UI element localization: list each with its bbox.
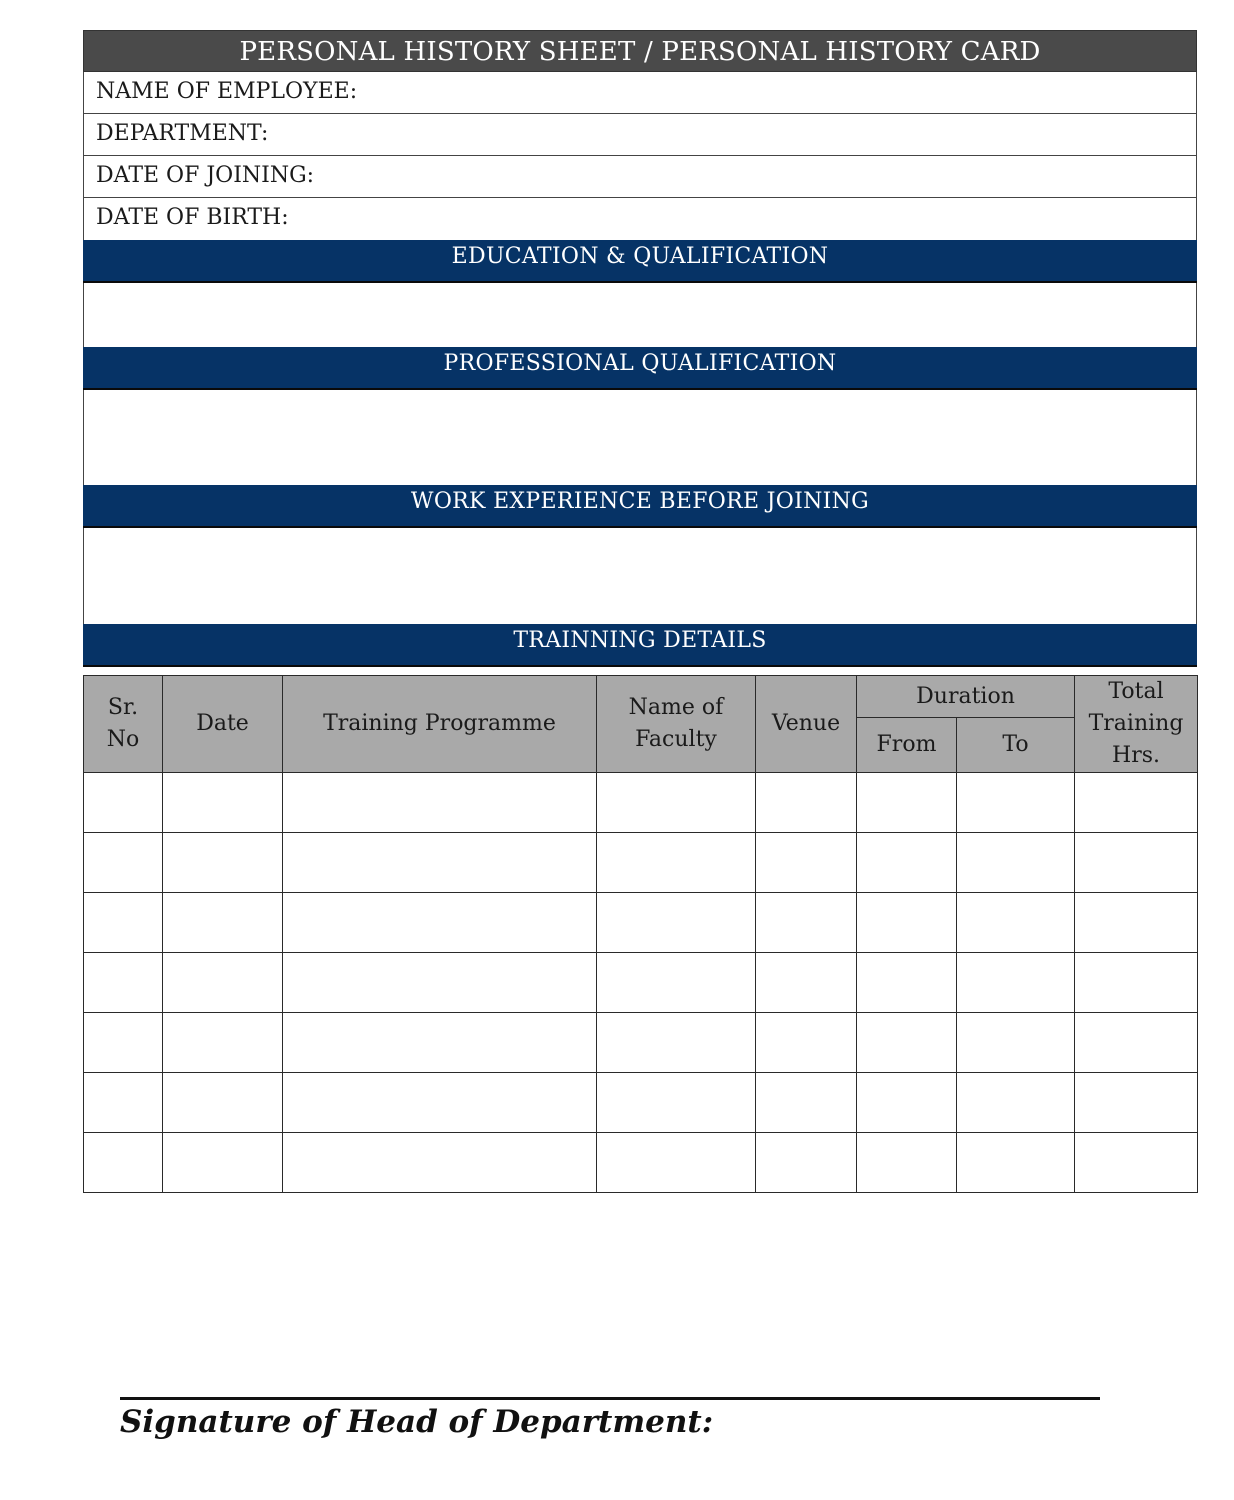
cell-from[interactable]: [857, 833, 957, 893]
header-training-programme: Training Programme: [283, 676, 597, 773]
cell-to[interactable]: [957, 833, 1075, 893]
personal-history-sheet: [83, 30, 1197, 1193]
signature-line[interactable]: [120, 1397, 1100, 1440]
header-total-line1: Total: [1108, 679, 1164, 704]
date-of-birth-field[interactable]: DATE OF BIRTH:: [83, 198, 1197, 240]
header-sr-no-line1: Sr.: [107, 695, 139, 720]
education-section-header: EDUCATION & QUALIFICATION: [83, 240, 1197, 283]
cell-from[interactable]: [857, 773, 957, 833]
cell-training-programme[interactable]: [283, 1073, 597, 1133]
signature-label: Signature of Head of Department:: [120, 1404, 714, 1440]
cell-total-hrs[interactable]: [1075, 833, 1198, 893]
cell-training-programme[interactable]: [283, 773, 597, 833]
cell-faculty[interactable]: [597, 833, 756, 893]
cell-from[interactable]: [857, 1133, 957, 1193]
training-table: [83, 675, 1198, 1193]
header-faculty-line2: Faculty: [635, 727, 717, 752]
cell-to[interactable]: [957, 1073, 1075, 1133]
employee-name-field[interactable]: NAME OF EMPLOYEE:: [83, 72, 1197, 114]
date-of-joining-field[interactable]: DATE OF JOINING:: [83, 156, 1197, 198]
table-row: [84, 833, 1198, 893]
header-duration-to: To: [957, 718, 1075, 773]
table-row: [84, 893, 1198, 953]
cell-date[interactable]: [163, 1013, 283, 1073]
header-total-training-hrs: [1075, 676, 1198, 773]
cell-faculty[interactable]: [597, 953, 756, 1013]
header-duration: Duration: [857, 676, 1075, 718]
table-row: [84, 1073, 1198, 1133]
cell-date[interactable]: [163, 893, 283, 953]
cell-sr-no[interactable]: [84, 1133, 163, 1193]
cell-venue[interactable]: [756, 773, 857, 833]
work-experience-section-header: WORK EXPERIENCE BEFORE JOINING: [83, 485, 1197, 528]
cell-to[interactable]: [957, 1013, 1075, 1073]
cell-venue[interactable]: [756, 1073, 857, 1133]
header-total-line2: Training: [1088, 711, 1184, 736]
cell-sr-no[interactable]: [84, 833, 163, 893]
cell-sr-no[interactable]: [84, 953, 163, 1013]
cell-from[interactable]: [857, 1013, 957, 1073]
cell-total-hrs[interactable]: [1075, 1013, 1198, 1073]
cell-total-hrs[interactable]: [1075, 1073, 1198, 1133]
cell-date[interactable]: [163, 1073, 283, 1133]
cell-from[interactable]: [857, 953, 957, 1013]
header-faculty: [597, 676, 756, 773]
header-duration-from: From: [857, 718, 957, 773]
cell-total-hrs[interactable]: [1075, 1133, 1198, 1193]
cell-venue[interactable]: [756, 1133, 857, 1193]
education-entry-area[interactable]: [83, 283, 1197, 347]
cell-to[interactable]: [957, 773, 1075, 833]
cell-date[interactable]: [163, 833, 283, 893]
cell-date[interactable]: [163, 1133, 283, 1193]
cell-training-programme[interactable]: [283, 953, 597, 1013]
header-venue: Venue: [756, 676, 857, 773]
table-row: [84, 1133, 1198, 1193]
cell-sr-no[interactable]: [84, 773, 163, 833]
cell-to[interactable]: [957, 1133, 1075, 1193]
table-row: [84, 953, 1198, 1013]
cell-to[interactable]: [957, 893, 1075, 953]
cell-total-hrs[interactable]: [1075, 773, 1198, 833]
training-section-header: TRAINNING DETAILS: [83, 624, 1197, 667]
cell-total-hrs[interactable]: [1075, 893, 1198, 953]
sheet-title: PERSONAL HISTORY SHEET / PERSONAL HISTORY CARD: [83, 30, 1197, 72]
cell-sr-no[interactable]: [84, 1073, 163, 1133]
department-field[interactable]: DEPARTMENT:: [83, 114, 1197, 156]
cell-training-programme[interactable]: [283, 1133, 597, 1193]
cell-faculty[interactable]: [597, 1013, 756, 1073]
work-experience-entry-area[interactable]: [83, 528, 1197, 624]
cell-date[interactable]: [163, 773, 283, 833]
professional-section-header: PROFESSIONAL QUALIFICATION: [83, 347, 1197, 390]
cell-from[interactable]: [857, 893, 957, 953]
header-total-line3: Hrs.: [1112, 743, 1161, 768]
header-faculty-line1: Name of: [628, 695, 724, 720]
header-sr-no-line2: No: [106, 727, 140, 752]
cell-faculty[interactable]: [597, 893, 756, 953]
cell-faculty[interactable]: [597, 1073, 756, 1133]
cell-date[interactable]: [163, 953, 283, 1013]
cell-venue[interactable]: [756, 953, 857, 1013]
cell-venue[interactable]: [756, 893, 857, 953]
table-row: [84, 1013, 1198, 1073]
cell-sr-no[interactable]: [84, 1013, 163, 1073]
cell-training-programme[interactable]: [283, 833, 597, 893]
cell-to[interactable]: [957, 953, 1075, 1013]
professional-entry-area[interactable]: [83, 390, 1197, 485]
header-date: Date: [163, 676, 283, 773]
cell-venue[interactable]: [756, 833, 857, 893]
cell-training-programme[interactable]: [283, 1013, 597, 1073]
cell-venue[interactable]: [756, 1013, 857, 1073]
cell-training-programme[interactable]: [283, 893, 597, 953]
cell-faculty[interactable]: [597, 773, 756, 833]
cell-from[interactable]: [857, 1073, 957, 1133]
cell-faculty[interactable]: [597, 1133, 756, 1193]
table-row: [84, 773, 1198, 833]
cell-sr-no[interactable]: [84, 893, 163, 953]
cell-total-hrs[interactable]: [1075, 953, 1198, 1013]
header-sr-no: [84, 676, 163, 773]
